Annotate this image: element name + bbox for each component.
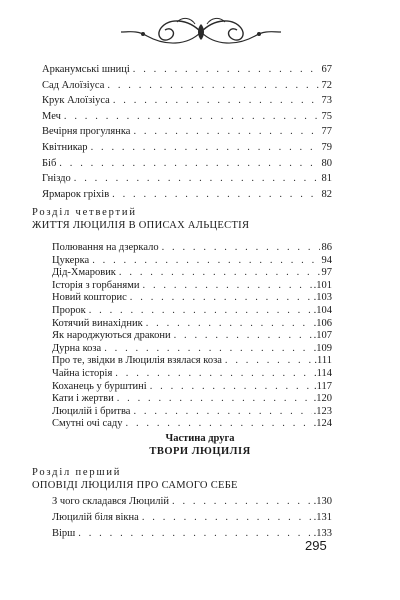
toc-entry: Полювання на дзеркало . . . 86 [52,240,332,256]
toc-entry: Люцилій і бритва . . . .123 [52,404,332,420]
toc-entry: Котячий винахідник . . . .106 [52,316,332,332]
toc-entry: Чайна історія . . . .114 [52,366,332,382]
toc-entry-title: Люцилій біля вікна [52,512,139,523]
toc-entry: Ярмарок гріхів . . . 82 [42,187,332,203]
toc-entry: Біб . . . 80 [42,156,332,172]
toc-entry-title: Вірш [52,528,76,539]
toc-entry: Арканумські шниці . . . 67 [42,62,332,78]
toc-entry: Сад Алоїзіуса . . . 72 [42,78,332,94]
part-label: Частина друга [165,433,235,444]
toc-entry: Дурна коза . . . .109 [52,341,332,357]
toc-entry: Квітникар . . . 79 [42,140,332,156]
toc-entry: Пророк . . . .104 [52,303,332,319]
toc-entry-page: .133 [313,528,332,539]
toc-entry: Про те, звідки в Люцилія взялася коза . . . .111 [52,353,332,369]
page-number: 295 [305,538,327,553]
toc-entry [52,494,332,510]
toc-entry: Смутні очі саду . . . .124 [52,416,332,432]
section-label: Розділ четвертий [32,207,137,218]
toc-entry: Крук Алоїзіуса . . . 73 [42,93,332,109]
toc-entry: Цукерка . . . 94 [52,253,332,269]
part-title: ТВОРИ ЛЮЦИЛІЯ [149,446,251,457]
toc-entry: Вечірня прогулянка . . . 77 [42,124,332,140]
toc-entry: Як народжуються дракони . . . .107 [52,328,332,344]
toc-entry: Історія з горбанями . . . .101 [52,278,332,294]
toc-entry: Гніздо . . . 81 [42,171,332,187]
toc-entry: Кати і жертви . . . .120 [52,391,332,407]
section-title: ОПОВІДІ ЛЮЦИЛІЯ ПРО САМОГО СЕБЕ [32,480,238,491]
toc-entry: Дід-Хмаровик . . . 97 [52,265,332,281]
section-title: ЖИТТЯ ЛЮЦИЛІЯ В ОПИСАХ АЛЬЦЕСТІЯ [32,220,250,231]
toc-entry: Новий кошторис . . . .103 [52,290,332,306]
toc-entry [52,510,332,526]
toc-entry: Меч . . . 75 [42,109,332,125]
toc-entry-title: З чого складався Люцилій [52,496,169,507]
toc-entry-page: .130 [313,496,332,507]
section-label: Розділ перший [32,467,122,478]
ornament-scroll-icon [117,14,285,50]
toc-entry: Коханець у бурштині . . . .117 [52,379,332,395]
toc-entry-page: .131 [313,512,332,523]
toc-entry [52,526,332,542]
